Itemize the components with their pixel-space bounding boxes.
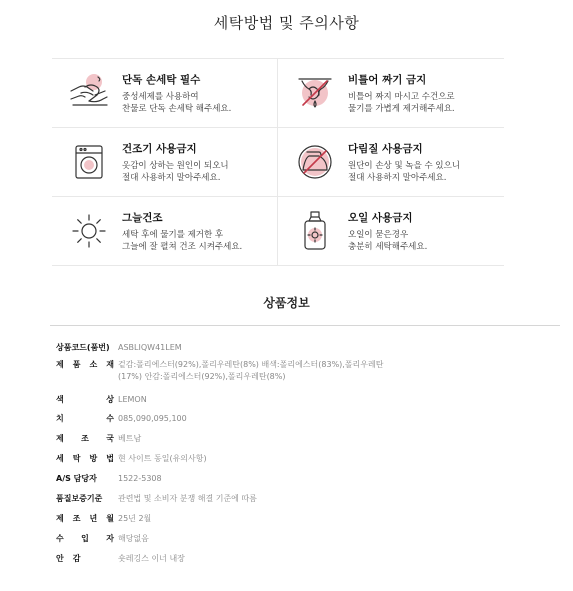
care-head: 건조기 사용금지 <box>122 142 197 155</box>
info-row-manufacture-date <box>50 505 560 525</box>
info-label: A/S 담당자 <box>56 474 97 483</box>
info-row-product-code <box>50 326 560 354</box>
care-desc: 원단이 손상 및 녹을 수 있으니 <box>348 160 461 171</box>
care-item-no-iron <box>278 128 504 197</box>
info-label: 세 탁 방 법 <box>56 454 114 463</box>
info-value: 085,090,095,100 <box>118 414 187 423</box>
info-label: 수 입 자 <box>56 534 114 543</box>
info-row-country <box>50 425 560 445</box>
info-label: 안감 <box>56 554 90 563</box>
info-row-as-contact <box>50 465 560 485</box>
info-value: ASBLIQW41LEM <box>118 343 182 352</box>
care-head: 다림질 사용금지 <box>348 142 423 155</box>
care-desc: 물기를 가볍게 제거해주세요. <box>348 103 455 114</box>
care-desc: 찬물로 단독 손세탁 해주세요. <box>122 103 232 114</box>
hand-wash-icon <box>66 70 112 116</box>
care-desc: 절대 사용하지 말아주세요. <box>348 172 447 183</box>
care-title: 세탁방법 및 주의사항 <box>213 14 360 32</box>
info-value: 25년 2월 <box>118 514 152 523</box>
info-value: 숏레깅스 이너 내장 <box>118 554 185 563</box>
info-value <box>116 359 383 383</box>
care-grid <box>52 58 504 266</box>
info-label: 치 수 <box>56 414 114 423</box>
care-desc: 옷감이 상하는 원인이 되오니 <box>122 160 229 171</box>
info-value-line: (17%) 안감:폴리에스터(92%),폴리우레탄(8%) <box>118 372 286 381</box>
care-desc: 오일이 묻은경우 <box>348 229 409 240</box>
info-value: 1522-5308 <box>118 474 162 483</box>
info-row-quality <box>50 485 560 505</box>
no-wring-icon <box>292 70 338 116</box>
care-desc: 비틀어 짜지 마시고 수건으로 <box>348 91 455 102</box>
care-head: 비틀어 짜기 금지 <box>348 73 427 86</box>
info-row-color <box>50 383 560 406</box>
care-item-no-oil <box>278 197 504 266</box>
care-desc: 충분히 세탁해주세요. <box>348 241 428 252</box>
no-iron-icon <box>292 139 338 185</box>
product-info-title: 상품정보 <box>263 296 310 310</box>
care-desc: 절대 사용하지 말아주세요. <box>122 172 221 183</box>
care-item-no-dryer <box>52 128 278 197</box>
info-value: 해당없음 <box>118 534 149 543</box>
info-label: 품질보증기준 <box>56 494 103 503</box>
care-desc: 그늘에 잘 펼쳐 건조 시켜주세요. <box>122 241 243 252</box>
info-row-material <box>50 354 560 383</box>
info-value: 관련법 및 소비자 분쟁 해결 기준에 따름 <box>118 494 257 503</box>
shade-dry-icon <box>66 208 112 254</box>
product-info-table <box>50 325 560 565</box>
care-item-hand-wash <box>52 59 278 128</box>
care-desc: 세탁 후에 물기를 제거한 후 <box>122 229 224 240</box>
info-label: 상품코드(품번) <box>56 343 110 352</box>
care-head: 단독 손세탁 필수 <box>122 73 201 86</box>
info-label: 색 상 <box>56 395 114 404</box>
info-value: 베트남 <box>118 434 142 443</box>
info-value: 현 사이트 동일(유의사항) <box>118 454 207 463</box>
care-desc: 중성세제를 사용하여 <box>122 91 199 102</box>
info-label: 제 조 국 <box>56 434 114 443</box>
no-dryer-icon <box>66 139 112 185</box>
info-row-importer <box>50 525 560 545</box>
care-head: 그늘건조 <box>122 211 163 224</box>
info-row-wash-method <box>50 445 560 465</box>
care-head: 오일 사용금지 <box>348 211 413 224</box>
info-value: LEMON <box>118 395 147 404</box>
care-item-no-wring <box>278 59 504 128</box>
care-item-shade-dry <box>52 197 278 266</box>
info-value-line: 겉감:폴리에스터(92%),폴리우레탄(8%) 배색:폴리에스터(83%),폴리우레탄 <box>118 360 384 369</box>
info-row-size <box>50 406 560 425</box>
no-oil-icon <box>292 208 338 254</box>
info-label: 제 조 년 월 <box>56 514 114 523</box>
info-label: 제 품 소 재 <box>56 360 114 369</box>
info-row-lining <box>50 545 560 565</box>
